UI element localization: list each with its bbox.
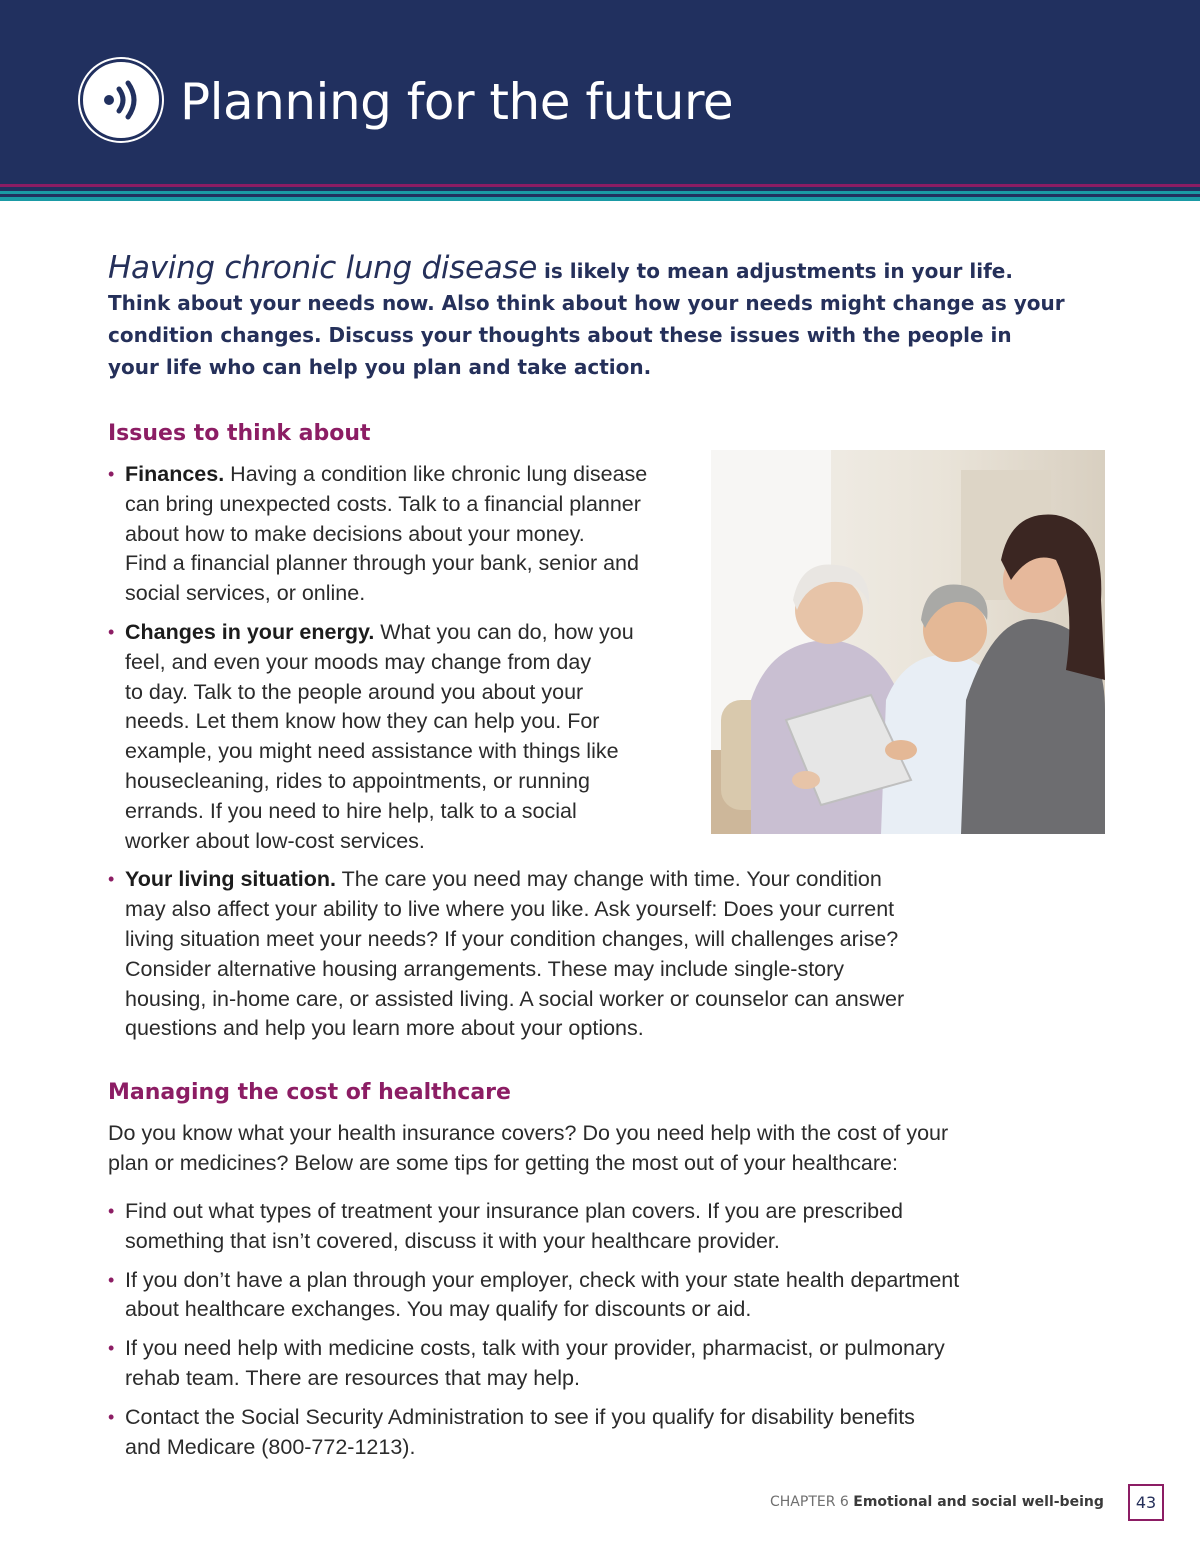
- photo-people-reviewing-clipboard: [711, 450, 1105, 834]
- list-item-living-situation: • Your living situation. The care you need may change with time. Your condition may also affect your ability to live where you like. Ask yourself: Does your current living situation meet your needs? If your condition changes, will challenges arise? Consider alternative housing arrangements. These may include single-story housing, in-home care, or assisted living. A social worker or counselor can answer questions and help you learn more about your options.: [108, 865, 904, 1044]
- intro-paragraph: [108, 252, 1068, 383]
- item-title: Changes in your energy.: [125, 619, 375, 644]
- item-title: Your living situation.: [125, 867, 337, 892]
- page-number: 43: [1128, 1484, 1164, 1521]
- cost-tips-list: [108, 1197, 959, 1462]
- list-item-energy: • Changes in your energy. What you can do, how you feel, and even your moods may change from day to day. Talk to the people around you about your needs. Let them know how they can help you. For example, you might need assistance with things like housecleaning, rides to appointments, or running errands. If you need to hire help, talk to a social worker about low-cost services.: [108, 618, 904, 856]
- list-item: • If you don’t have a plan through your employer, check with your state health department about healthcare exchanges. You may qualify for discounts or aid.: [108, 1266, 959, 1326]
- list-item-finances: • Finances. Having a condition like chronic lung disease can bring unexpected costs. Talk to a financial planner about how to make decisions about your money. Find a financial planner through your bank, senior and social services, or online.: [108, 460, 904, 609]
- issues-heading: Issues to think about: [108, 421, 371, 446]
- footer-section-title: Emotional and social well-being: [853, 1494, 1104, 1510]
- intro-text: is likely to mean adjustments in your life. Think about your needs now. Also think about how your needs might change as your condition changes. Discuss your thoughts about these issues with the people in your life who can help you plan and take action.: [108, 259, 1065, 379]
- header-stripe-teal-2: [0, 197, 1200, 201]
- footer-chapter-number: CHAPTER 6: [770, 1494, 849, 1510]
- intro-lead: Having chronic lung disease: [108, 250, 538, 286]
- cost-heading: Managing the cost of healthcare: [108, 1080, 511, 1105]
- list-item: • If you need help with medicine costs, talk with your provider, pharmacist, or pulmonary rehab team. There are resources that may help.: [108, 1334, 959, 1394]
- list-item: • Find out what types of treatment your insurance plan covers. If you are prescribed something that isn’t covered, discuss it with your healthcare provider.: [108, 1197, 959, 1257]
- item-title: Finances.: [125, 462, 225, 486]
- cost-intro: Do you know what your health insurance covers? Do you need help with the cost of your plan or medicines? Below are some tips for getting the most out of your healthcare:: [108, 1121, 949, 1175]
- footer-chapter: [770, 1494, 1104, 1510]
- page-title: Planning for the future: [180, 73, 734, 131]
- sound-waves-icon: [80, 59, 162, 141]
- list-item: • Contact the Social Security Administration to see if you qualify for disability benefits and Medicare (800-772-1213).: [108, 1403, 959, 1463]
